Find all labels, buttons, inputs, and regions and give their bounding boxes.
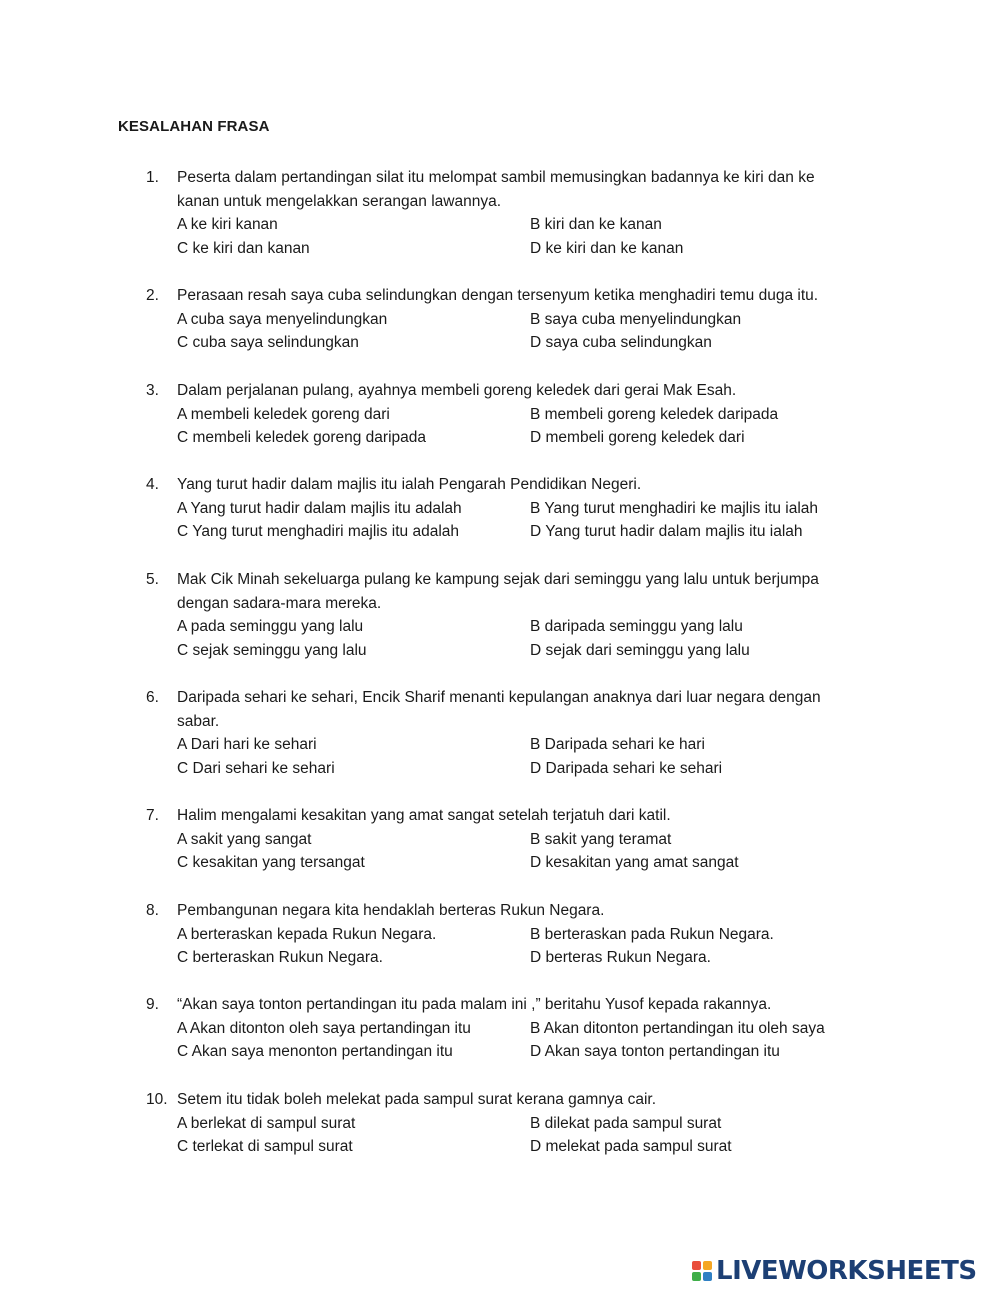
question-item xyxy=(146,166,866,261)
question-number: 3. xyxy=(146,382,159,399)
question-item xyxy=(146,899,866,970)
option-d[interactable]: D berteras Rukun Negara. xyxy=(530,949,711,967)
option-a[interactable]: A Dari hari ke sehari xyxy=(177,736,317,754)
page-title: KESALAHAN FRASA xyxy=(118,118,270,135)
option-b[interactable]: B sakit yang teramat xyxy=(530,830,672,848)
option-c[interactable]: C Yang turut menghadiri majlis itu adalah xyxy=(177,523,460,541)
option-row xyxy=(177,520,866,544)
option-a[interactable]: A pada seminggu yang lalu xyxy=(177,618,364,636)
option-c[interactable]: C berteraskan Rukun Negara. xyxy=(177,949,383,967)
question-item xyxy=(146,686,866,781)
question-number: 7. xyxy=(146,807,159,824)
option-b[interactable]: B berteraskan pada Rukun Negara. xyxy=(530,925,774,943)
option-b[interactable]: B daripada seminggu yang lalu xyxy=(530,618,743,636)
question-text: sabar. xyxy=(177,712,220,730)
option-b[interactable]: B Yang turut menghadiri ke majlis itu ialah xyxy=(530,499,819,517)
option-row xyxy=(177,1040,866,1064)
option-c[interactable]: C terlekat di sampul surat xyxy=(177,1138,353,1156)
question-text: Halim mengalami kesakitan yang amat sangat setelah terjatuh dari katil. xyxy=(177,807,671,824)
question-number: 4. xyxy=(146,476,159,493)
option-row xyxy=(177,1017,866,1041)
option-row xyxy=(177,757,866,781)
logo-grid-icon xyxy=(692,1261,712,1281)
logo-square-red xyxy=(692,1261,701,1270)
option-d[interactable]: D Yang turut hadir dalam majlis itu ialah xyxy=(530,523,803,541)
option-a[interactable]: A Yang turut hadir dalam majlis itu adalah xyxy=(177,499,462,517)
logo-square-green xyxy=(692,1272,701,1281)
option-d[interactable]: D membeli goreng keledek dari xyxy=(530,429,745,447)
question-number: 9. xyxy=(146,996,159,1013)
question-item xyxy=(146,993,866,1064)
question-number: 6. xyxy=(146,689,159,706)
option-b[interactable]: B membeli goreng keledek daripada xyxy=(530,405,779,423)
option-a[interactable]: A ke kiri kanan xyxy=(177,216,278,234)
option-a[interactable]: A membeli keledek goreng dari xyxy=(177,405,390,423)
option-d[interactable]: D sejak dari seminggu yang lalu xyxy=(530,642,750,660)
option-a[interactable]: A berteraskan kepada Rukun Negara. xyxy=(177,925,437,943)
question-text: Peserta dalam pertandingan silat itu melompat sambil memusingkan badannya ke kiri dan ke xyxy=(177,169,815,186)
question-text: Pembangunan negara kita hendaklah berteras Rukun Negara. xyxy=(177,902,605,919)
logo-square-orange xyxy=(703,1261,712,1270)
liveworksheets-logo xyxy=(692,1256,977,1286)
option-row xyxy=(177,615,866,639)
option-row xyxy=(177,733,866,757)
question-text: Perasaan resah saya cuba selindungkan dengan tersenyum ketika menghadiri temu duga itu. xyxy=(177,287,819,304)
option-c[interactable]: C kesakitan yang tersangat xyxy=(177,854,365,872)
option-b[interactable]: B Akan ditonton pertandingan itu oleh saya xyxy=(530,1019,825,1037)
option-d[interactable]: D ke kiri dan ke kanan xyxy=(530,240,684,258)
option-row xyxy=(177,403,866,427)
option-a[interactable]: A Akan ditonton oleh saya pertandingan itu xyxy=(177,1019,471,1037)
question-text: Dalam perjalanan pulang, ayahnya membeli goreng keledek dari gerai Mak Esah. xyxy=(177,382,737,399)
question-text: Daripada sehari ke sehari, Encik Sharif menanti kepulangan anaknya dari luar negara dengan xyxy=(177,689,821,706)
option-b[interactable]: B saya cuba menyelindungkan xyxy=(530,310,742,328)
option-c[interactable]: C cuba saya selindungkan xyxy=(177,334,359,352)
option-row xyxy=(177,426,866,450)
question-item xyxy=(146,568,866,663)
question-text: Mak Cik Minah sekeluarga pulang ke kampung sejak dari seminggu yang lalu untuk berjumpa xyxy=(177,571,819,588)
option-d[interactable]: D Daripada sehari ke sehari xyxy=(530,760,723,778)
option-row xyxy=(177,1112,866,1136)
option-c[interactable]: C sejak seminggu yang lalu xyxy=(177,642,367,660)
question-item xyxy=(146,804,866,875)
option-row xyxy=(177,946,866,970)
option-b[interactable]: B dilekat pada sampul surat xyxy=(530,1114,722,1132)
logo-square-blue xyxy=(703,1272,712,1281)
option-a[interactable]: A sakit yang sangat xyxy=(177,830,312,848)
option-row xyxy=(177,1135,866,1159)
question-text: Setem itu tidak boleh melekat pada sampul surat kerana gamnya cair. xyxy=(177,1091,657,1108)
option-row xyxy=(177,828,866,852)
option-b[interactable]: B kiri dan ke kanan xyxy=(530,216,662,234)
option-a[interactable]: A berlekat di sampul surat xyxy=(177,1114,356,1132)
question-number: 2. xyxy=(146,287,159,304)
question-number: 1. xyxy=(146,169,159,186)
option-c[interactable]: C ke kiri dan kanan xyxy=(177,240,310,258)
question-item xyxy=(146,284,866,355)
option-d[interactable]: D melekat pada sampul surat xyxy=(530,1138,732,1156)
option-row xyxy=(177,213,866,237)
question-item xyxy=(146,1088,866,1159)
option-row xyxy=(177,923,866,947)
question-number: 5. xyxy=(146,571,159,588)
question-text: dengan sadara-mara mereka. xyxy=(177,594,382,612)
question-number: 8. xyxy=(146,902,159,919)
question-text: “Akan saya tonton pertandingan itu pada malam ini ,” beritahu Yusof kepada rakannya. xyxy=(177,996,772,1013)
option-row xyxy=(177,639,866,663)
question-text: Yang turut hadir dalam majlis itu ialah Pengarah Pendidikan Negeri. xyxy=(177,476,642,493)
option-row xyxy=(177,237,866,261)
option-a[interactable]: A cuba saya menyelindungkan xyxy=(177,310,388,328)
option-c[interactable]: C membeli keledek goreng daripada xyxy=(177,429,427,447)
logo-text: LIVEWORKSHEETS xyxy=(716,1256,977,1286)
option-row xyxy=(177,308,866,332)
option-c[interactable]: C Akan saya menonton pertandingan itu xyxy=(177,1043,453,1061)
question-text: kanan untuk mengelakkan serangan lawannya. xyxy=(177,192,502,210)
option-row xyxy=(177,497,866,521)
option-d[interactable]: D saya cuba selindungkan xyxy=(530,334,712,352)
option-d[interactable]: D kesakitan yang amat sangat xyxy=(530,854,739,872)
question-number: 10. xyxy=(146,1091,168,1108)
option-row xyxy=(177,851,866,875)
option-c[interactable]: C Dari sehari ke sehari xyxy=(177,760,335,778)
option-b[interactable]: B Daripada sehari ke hari xyxy=(530,736,705,754)
question-item xyxy=(146,379,866,450)
question-item xyxy=(146,473,866,544)
option-d[interactable]: D Akan saya tonton pertandingan itu xyxy=(530,1043,780,1061)
option-row xyxy=(177,331,866,355)
